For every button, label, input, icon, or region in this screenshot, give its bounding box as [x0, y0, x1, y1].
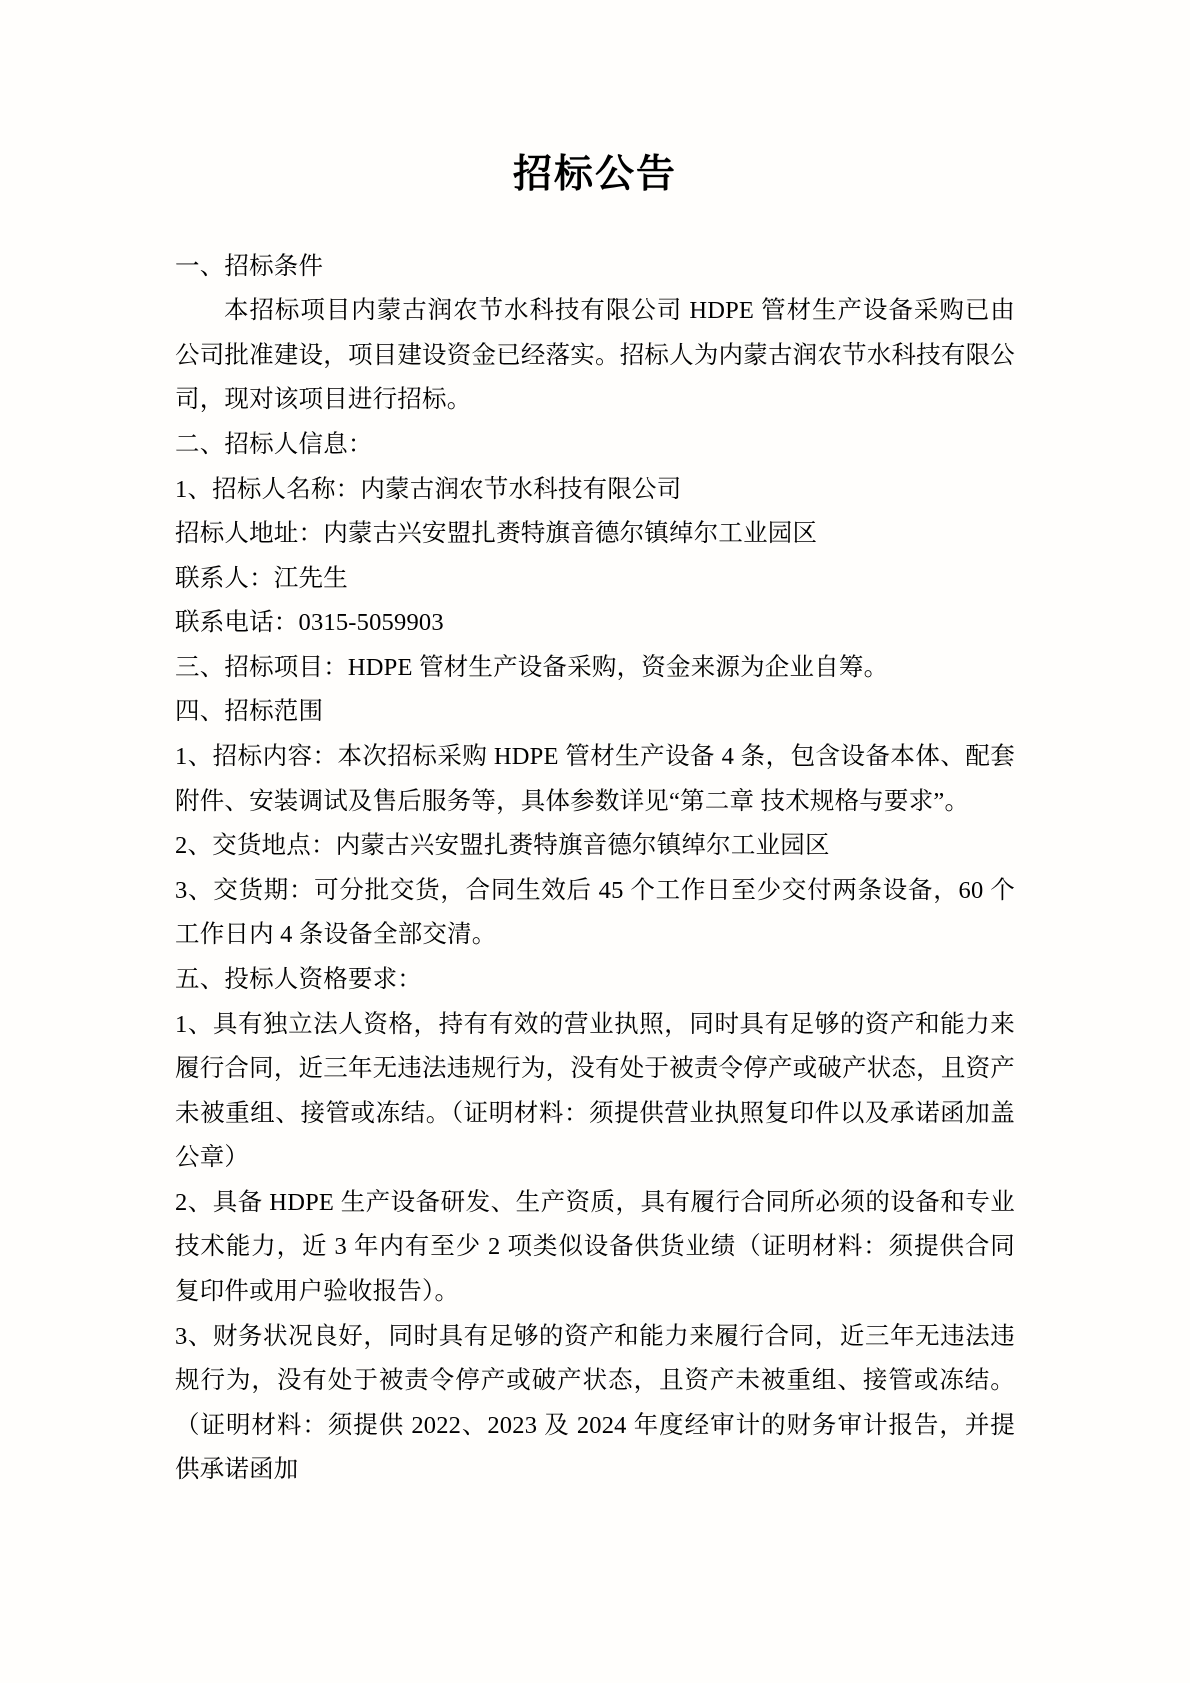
section-heading-tender-project: 三、招标项目：HDPE 管材生产设备采购，资金来源为企业自筹。 [175, 653, 889, 681]
paragraph-qualification-item-1: 1、具有独立法人资格，持有有效的营业执照，同时具有足够的资产和能力来履行合同，近三年无违法违规行为，没有处于被责令停产或破产状态，且资产未被重组、接管或冻结。（证明材料：须提供营业执照复印件以及承诺函加盖公章） [175, 1010, 1015, 1172]
paragraph-contact-person: 联系人：江先生 [175, 564, 348, 592]
paragraph-tenderer-address: 招标人地址：内蒙古兴安盟扎赉特旗音德尔镇绰尔工业园区 [175, 520, 818, 548]
section-heading-tender-conditions: 一、招标条件 [175, 252, 324, 280]
section-heading-bidder-qualifications: 五、投标人资格要求： [175, 965, 422, 993]
paragraph-delivery-location: 2、交货地点：内蒙古兴安盟扎赉特旗音德尔镇绰尔工业园区 [175, 832, 830, 860]
paragraph-tender-content: 1、招标内容：本次招标采购 HDPE 管材生产设备 4 条，包含设备本体、配套附件、安装调试及售后服务等，具体参数详见“第二章 技术规格与要求”。 [175, 743, 1015, 815]
paragraph-contact-phone: 联系电话：0315-5059903 [175, 609, 444, 637]
paragraph-tenderer-name: 1、招标人名称：内蒙古润农节水科技有限公司 [175, 475, 682, 503]
page-title: 招标公告 [512, 153, 677, 196]
paragraph-tender-conditions-body: 本招标项目内蒙古润农节水科技有限公司 HDPE 管材生产设备采购已由公司批准建设，项目建设资金已经落实。招标人为内蒙古润农节水科技有限公司，现对该项目进行招标。 [175, 297, 1015, 414]
paragraph-delivery-period: 3、交货期：可分批交货，合同生效后 45 个工作日至少交付两条设备，60 个工作日内 4 条设备全部交清。 [175, 876, 1015, 949]
section-heading-tender-scope: 四、招标范围 [175, 698, 324, 726]
paragraph-qualification-item-2: 2、具备 HDPE 生产设备研发、生产资质，具有履行合同所必须的设备和专业技术能力，近 3 年内有至少 2 项类似设备供货业绩（证明材料：须提供合同复印件或用户验收报告）。 [175, 1188, 1015, 1305]
section-heading-tenderer-info: 二、招标人信息： [175, 431, 373, 458]
paragraph-qualification-item-3: 3、财务状况良好，同时具有足够的资产和能力来履行合同，近三年无违法违规行为，没有处于被责令停产或破产状态，且资产未被重组、接管或冻结。（证明材料：须提供 2022、2023 及 2024 年度经审计的财务审计报告，并提供承诺函加 [175, 1322, 1015, 1484]
